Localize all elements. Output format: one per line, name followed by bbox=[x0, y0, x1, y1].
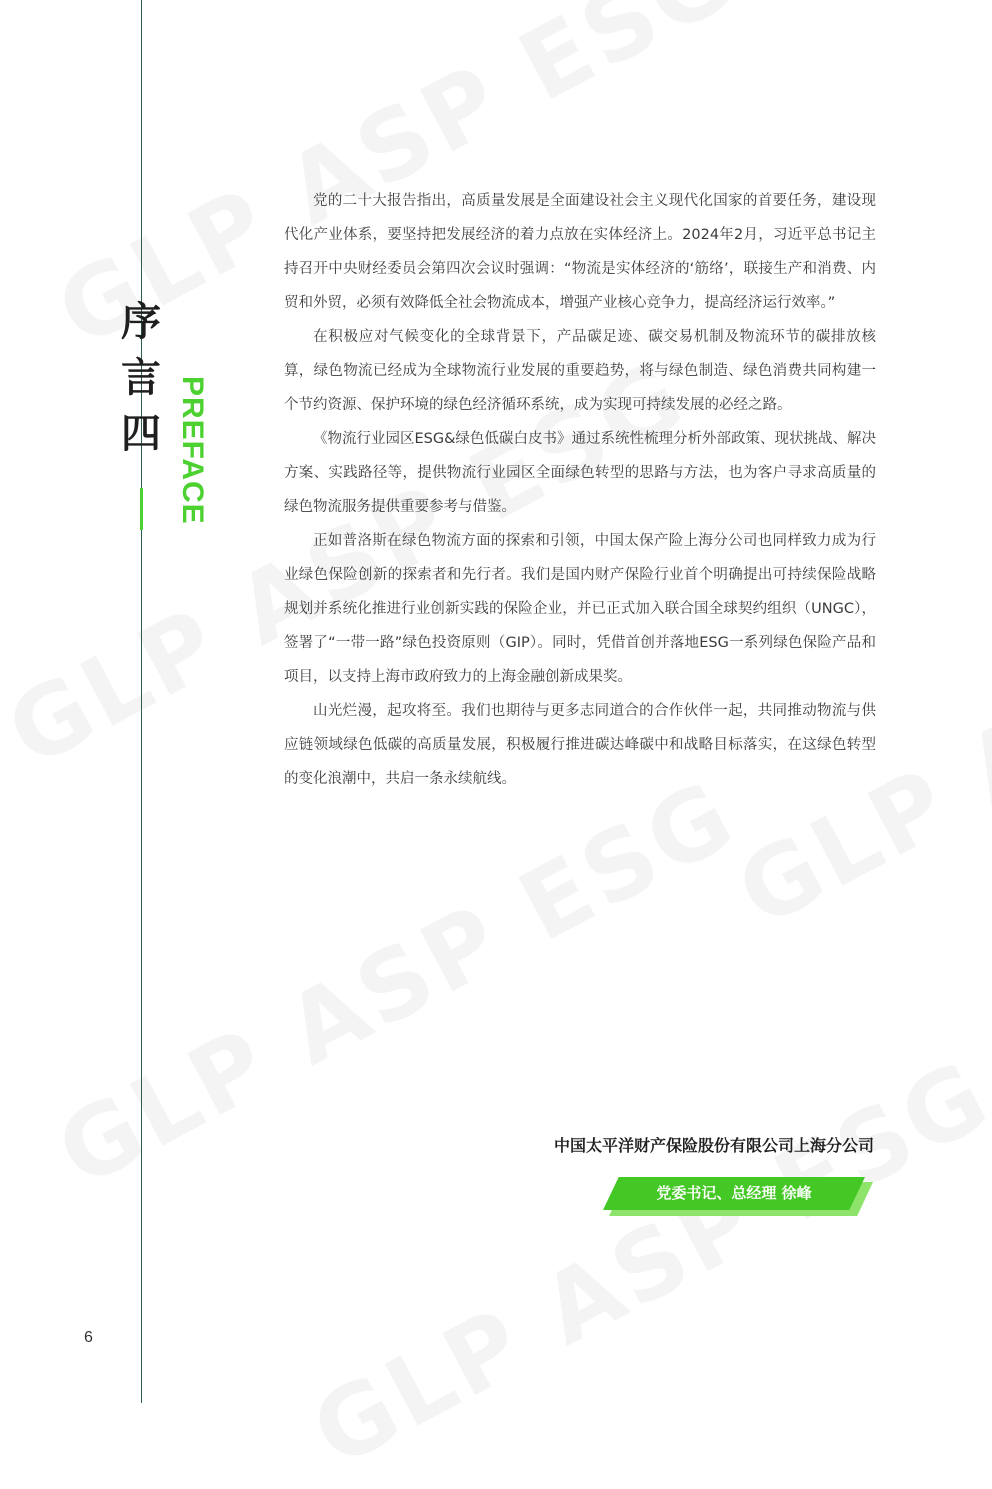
body-paragraph: 《物流行业园区ESG&绿色低碳白皮书》通过系统性梳理分析外部政策、现状挑战、解决方案、实践路径等，提供物流行业园区全面绿色转型的思路与方法，也为客户寻求高质量的绿色物流服务提供重要参考与借鉴。 bbox=[284, 431, 876, 515]
page-title-chinese bbox=[116, 294, 166, 462]
body-paragraph: 在积极应对气候变化的全球背景下，产品碳足迹、碳交易机制及物流环节的碳排放核算，绿色物流已经成为全球物流行业发展的重要趋势，将与绿色制造、绿色消费共同构建一个节约资源、保护环境的绿色经济循环系统，成为实现可持续发展的必经之路。 bbox=[284, 329, 876, 413]
signature-role-label: 党委书记、总经理 徐峰 bbox=[656, 1184, 812, 1202]
page-title-english: PREFACE bbox=[176, 376, 209, 525]
title-char: 言 bbox=[121, 355, 161, 401]
title-char: 四 bbox=[121, 411, 161, 457]
body-paragraph: 山光烂漫，起攻将至。我们也期待与更多志同道合的合作伙伴一起，共同推动物流与供应链领域绿色低碳的高质量发展，积极履行推进碳达峰碳中和战略目标落实，在这绿色转型的变化浪潮中，共启一条永续航线。 bbox=[284, 703, 876, 787]
body-paragraph: 党的二十大报告指出，高质量发展是全面建设社会主义现代化国家的首要任务，建设现代化产业体系，要坚持把发展经济的着力点放在实体经济上。2024年2月，习近平总书记主持召开中央财经委员会第四次会议时强调：“物流是实体经济的‘筋络’，联接生产和消费、内贸和外贸，必须有效降低全社会物流成本，增强产业核心竞争力，提高经济运行效率。” bbox=[284, 193, 876, 311]
page-number: 6 bbox=[84, 1329, 93, 1346]
preface-body bbox=[284, 184, 876, 796]
signature-role-banner bbox=[603, 1177, 873, 1215]
watermark-text bbox=[295, 1039, 992, 1489]
title-char: 序 bbox=[121, 299, 161, 345]
body-paragraph: 正如普洛斯在绿色物流方面的探索和引领，中国太保产险上海分公司也同样致力成为行业绿色保险创新的探索者和先行者。我们是国内财产保险行业首个明确提出可持续保险战略规划并系统化推进行业创新实践的保险企业，并已正式加入联合国全球契约组织（UNGC），签署了“一带一路”绿色投资原则（GIP）。同时，凭借首创并落地ESG一系列绿色保险产品和项目，以支持上海市政府致力的上海金融创新成果奖。 bbox=[284, 533, 876, 685]
left-accent-bar bbox=[140, 488, 143, 530]
signature-organization: 中国太平洋财产保险股份有限公司上海分公司 bbox=[553, 1136, 874, 1155]
left-vertical-rule bbox=[141, 0, 142, 1403]
